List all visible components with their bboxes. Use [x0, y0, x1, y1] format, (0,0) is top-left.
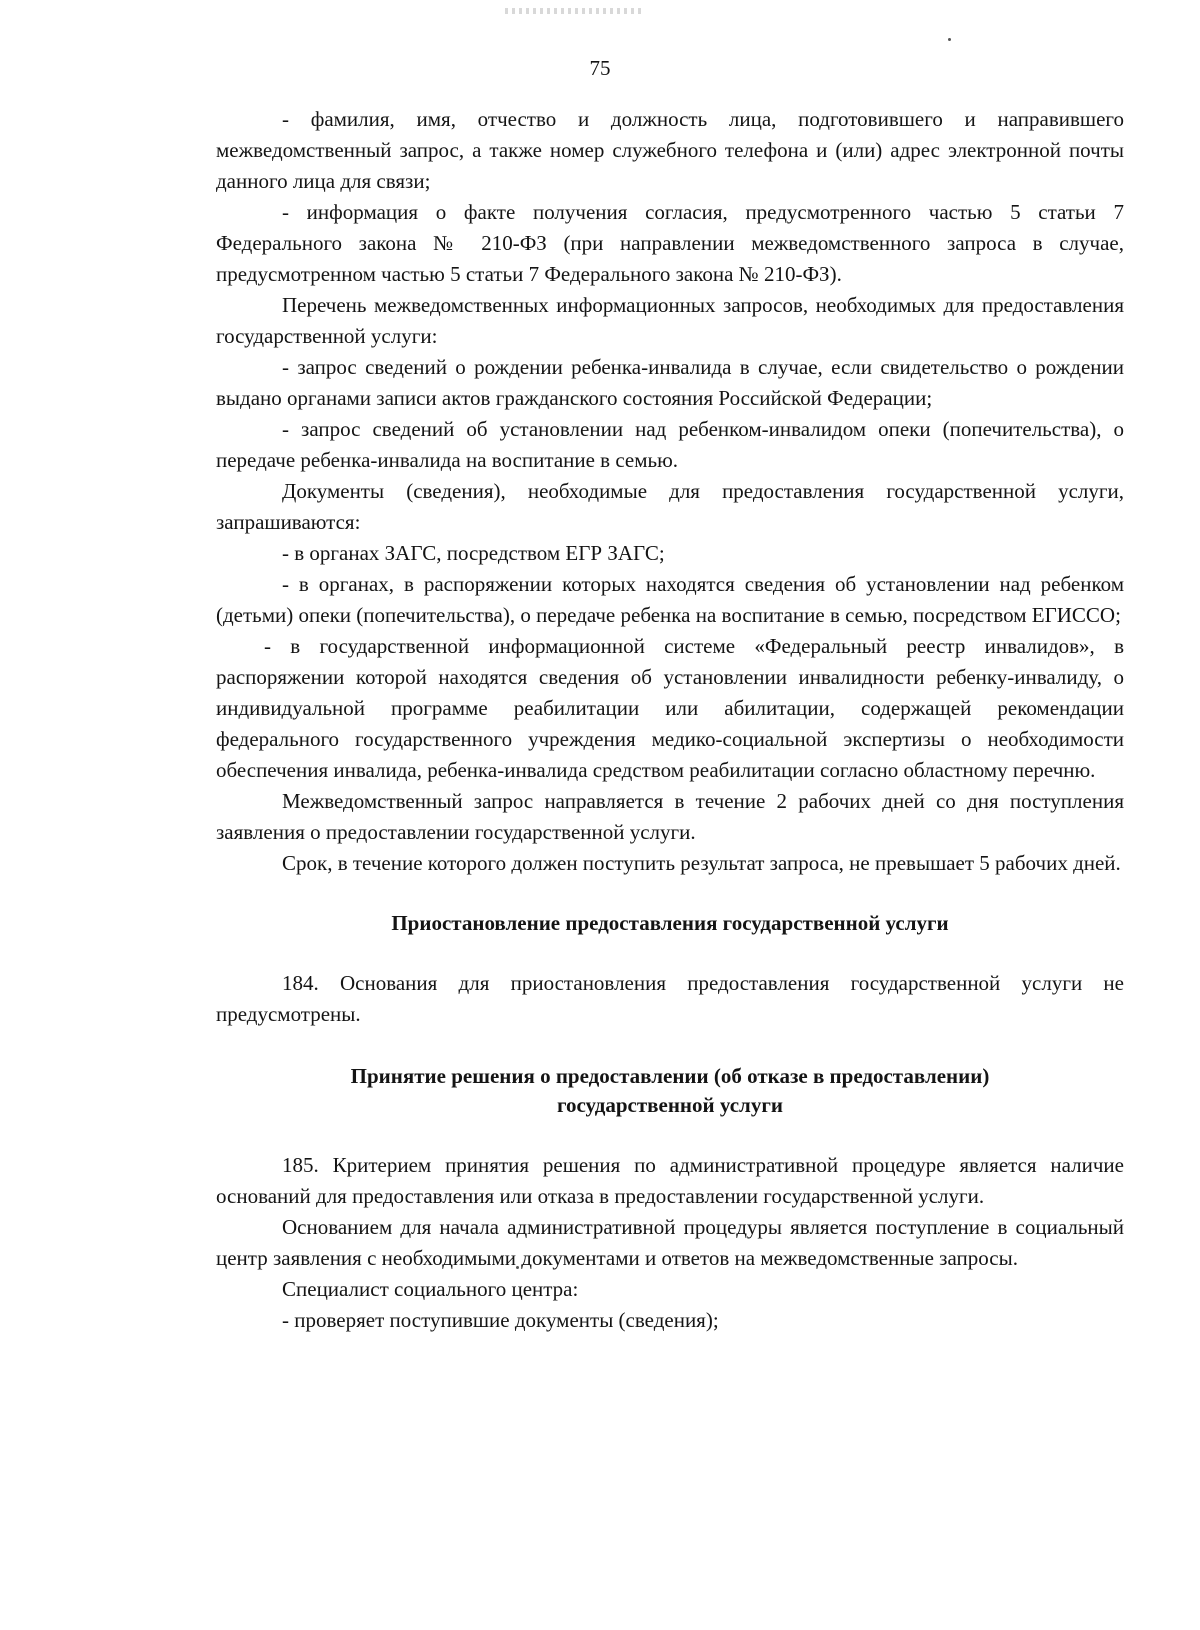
paragraph: - запрос сведений об установлении над ребенком-инвалидом опеки (попечительства), о передаче ребенка-инвалида на воспитание в семью.: [216, 417, 1124, 472]
scan-speck: [948, 38, 951, 41]
paragraph: 185. Критерием принятия решения по административной процедуре является наличие оснований для предоставления или отказа в предоставлении государственной услуги.: [216, 1153, 1124, 1208]
paragraph: - запрос сведений о рождении ребенка-инвалида в случае, если свидетельство о рождении выдано органами записи актов гражданского состояния Российской Федерации;: [216, 355, 1124, 410]
paragraph: - в органах ЗАГС, посредством ЕГР ЗАГС;: [282, 541, 665, 565]
paragraph: Документы (сведения), необходимые для предоставления государственной услуги, запрашиваются:: [216, 479, 1124, 534]
paragraph: - фамилия, имя, отчество и должность лица, подготовившего и направившего межведомственный запрос, а также номер служебного телефона и (или) адрес электронной почты данного лица для связи;: [216, 107, 1124, 193]
paragraph: - в органах, в распоряжении которых находятся сведения об установлении над ребенком (детьми) опеки (попечительства), о передаче ребенка на воспитание в семью, посредством ЕГИССО;: [216, 572, 1124, 627]
section-heading-line: Принятие решения о предоставлении (об отказе в предоставлении): [350, 1064, 990, 1088]
paragraph: - информация о факте получения согласия, предусмотренного частью 5 статьи 7 Федерального закона № 210-ФЗ (при направлении межведомственного запроса в случае, предусмотренном частью 5 статьи 7 Федерального закона № 210-ФЗ).: [216, 200, 1124, 286]
document-body: [216, 104, 1124, 1336]
section-heading-line: государственной услуги: [557, 1093, 783, 1117]
paragraph: - проверяет поступившие документы (сведения);: [282, 1308, 719, 1332]
page-number: 75: [589, 56, 611, 80]
paragraph: Основанием для начала административной процедуры является поступление в социальный центр заявления с необходимыми документами и ответов на межведомственные запросы.: [216, 1215, 1124, 1270]
paragraph: 184. Основания для приостановления предоставления государственной услуги не предусмотрены.: [216, 971, 1124, 1026]
paragraph: - в государственной информационной системе «Федеральный реестр инвалидов», в распоряжении которой находятся сведения об установлении инвалидности ребенку-инвалиду, о индивидуальной программе реабилитации или абилитации, содержащей рекомендации федерального государственного учреждения медико-социальной экспертизы о необходимости обеспечения инвалида, ребенка-инвалида средством реабилитации согласно областному перечню.: [216, 634, 1124, 782]
paragraph: Межведомственный запрос направляется в течение 2 рабочих дней со дня поступления заявления о предоставлении государственной услуги.: [216, 789, 1124, 844]
paragraph: Специалист социального центра:: [282, 1277, 579, 1301]
paragraph: Срок, в течение которого должен поступить результат запроса, не превышает 5 рабочих дней.: [282, 851, 1121, 875]
section-heading: [216, 1062, 1124, 1120]
paragraph: Перечень межведомственных информационных запросов, необходимых для предоставления государственной услуги:: [216, 293, 1124, 348]
section-heading: Приостановление предоставления государственной услуги: [391, 911, 949, 935]
scan-artifact: [505, 8, 645, 14]
